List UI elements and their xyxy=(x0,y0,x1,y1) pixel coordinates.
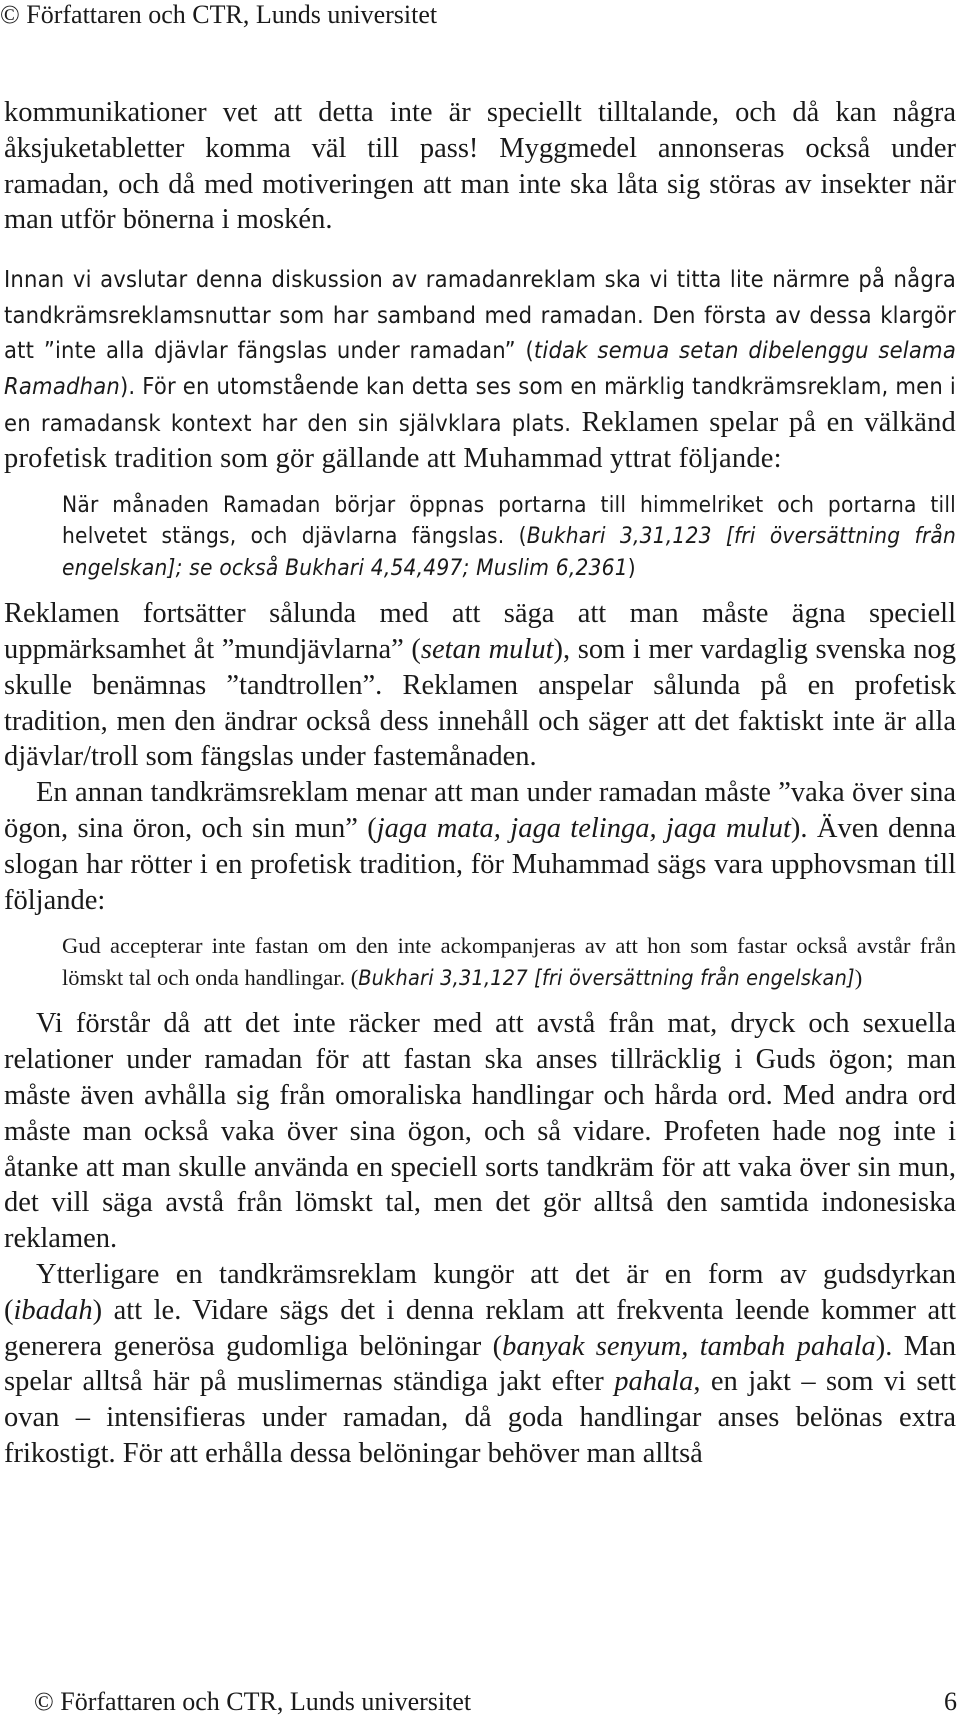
page-footer xyxy=(34,1687,960,1717)
paragraph-toothpaste-intro xyxy=(4,262,956,478)
block-quote-bukhari-127 xyxy=(62,930,956,994)
paragraph-intro xyxy=(4,95,956,238)
quote-text: ( xyxy=(345,964,359,990)
quote-text: Gud accepterar inte fastan om den inte ackompanjeras av att hon som fastar också avstår från lömskt tal och onda handlingar. xyxy=(62,933,956,990)
page-header xyxy=(0,0,437,30)
quote-citation: Bukhari 3,31,127 [fri översättning från engelskan] xyxy=(358,965,855,991)
paragraph-text: En annan tandkrämsreklam menar att man under ramadan måste ”vaka över sina ögon, sina öron, och sin mun” ( xyxy=(4,777,956,845)
header-copyright: © Författaren och CTR, Lunds universitet xyxy=(0,0,438,29)
quote-text: ) xyxy=(854,964,863,990)
paragraph-mundjavlarna xyxy=(4,596,956,775)
italic-phrase: setan mulut xyxy=(420,634,554,666)
paragraph-vaka xyxy=(4,775,956,918)
page-number: 6 xyxy=(944,1687,957,1716)
italic-phrase: banyak senyum, tambah pahala xyxy=(502,1330,876,1362)
italic-phrase: jaga mata, jaga telinga, jaga mulut xyxy=(376,813,791,845)
paragraph-text: ). För en utomstående kan detta ses som en märklig tandkrämsreklam, men i en ramadansk kontext har den sin självklara plats. xyxy=(4,371,956,437)
paragraph-text-serif: Reklamen spelar på en välkänd profetisk tradition som gör gällande att Muhammad yttrat följande: xyxy=(4,406,956,475)
paragraph-text: kommunikationer vet att detta inte är speciellt tilltalande, och då kan några åksjuketabletter komma väl till pass! Myggmedel annonseras också under ramadan, och då med motiveringen att man inte ska låta sig störas av insekter när man utför bönerna i moskén. xyxy=(4,97,956,236)
paragraph-text: ), som i mer vardaglig svenska nog skulle benämnas ”tandtrollen”. Reklamen anspelar sålunda på en profetisk tradition, men den ändrar också dess innehåll och säger att det faktiskt inte är alla djävlar/troll som fängslas under fastemånaden. xyxy=(4,634,957,773)
paragraph-text: Reklamen fortsätter sålunda med att säga att man måste ägna speciell uppmärksamhet åt ”mundjävlarna” ( xyxy=(4,598,956,666)
paragraph-text: Vi förstår då att det inte räcker med att avstå från mat, dryck och sexuella relationer under ramadan för att fastan ska anses tillräcklig i Guds ögon; man måste även avhålla sig från omoraliska handlingar och hårda ord. Med andra ord måste man också vaka över sina ögon, och så vidare. Profeten hade nog inte i åtanke att man skulle använda en speciell sorts tandkräm för att vaka över sin mun, det vill säga avstå från lömskt tal, men det gör alltså den samtida indonesiska reklamen. xyxy=(4,1008,956,1255)
paragraph-text: Ytterligare en tandkrämsreklam kungör att det är en form av gudsdyrkan ( xyxy=(4,1259,956,1326)
paragraph-text: ) att le. Vidare sägs det i denna reklam att frekventa leende kommer att generera generösa gudomliga belöningar ( xyxy=(4,1294,956,1362)
paragraph-text: Innan vi avslutar denna diskussion av ramadanreklam ska vi titta lite närmre på några tandkrämsreklamsnuttar som har samband med ramadan. Den första av dessa klargör att ”inte alla djävlar fängslas under ramadan” ( xyxy=(4,265,956,365)
paragraph-text: , en jakt – som vi sett ovan – intensifieras under ramadan, då goda handlingar anses belönas extra frikostigt. För att erhålla dessa belöningar behöver man alltså xyxy=(4,1366,957,1469)
quote-citation: Bukhari 3,31,123 [fri översättning från engelskan]; se också Bukhari 4,54,497; Muslim 6,2361 xyxy=(62,523,956,581)
quote-text: När månaden Ramadan börjar öppnas portarna till himmelriket och portarna till helvetet stängs, och djävlarna fängslas. ( xyxy=(62,491,956,550)
italic-phrase: ibadah xyxy=(13,1294,93,1326)
paragraph-conclusion xyxy=(4,1006,956,1257)
italic-phrase: tidak semua setan dibelenggu selama Ramadhan xyxy=(4,336,956,400)
paragraph-text: ). Man spelar alltså här på muslimernas ständiga jakt efter xyxy=(4,1330,956,1398)
quote-text: ) xyxy=(627,554,636,581)
paragraph-text: ). Även denna slogan har rötter i en profetisk tradition, för Muhammad sägs vara upphovsman till följande: xyxy=(4,813,957,916)
paragraph-ibadah xyxy=(4,1257,956,1472)
block-quote-bukhari-123 xyxy=(62,490,956,585)
document-body xyxy=(4,95,956,1472)
italic-phrase: pahala xyxy=(614,1366,694,1398)
footer-copyright: © Författaren och CTR, Lunds universitet xyxy=(34,1687,472,1716)
